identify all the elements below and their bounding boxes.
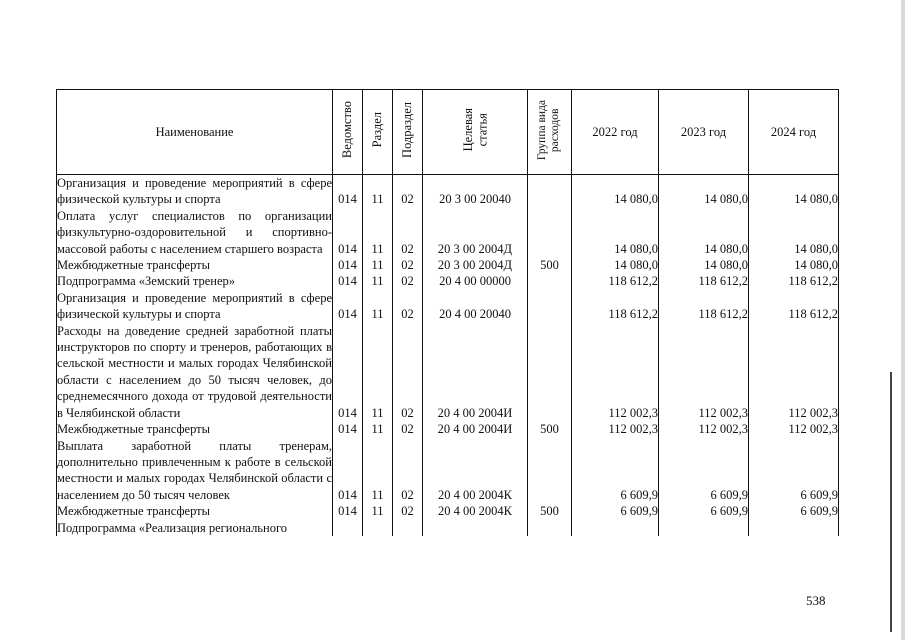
cell-dept: [333, 520, 363, 536]
cell-2022: 118 612,2: [572, 290, 659, 323]
table-row: [57, 290, 839, 323]
cell-section: 11: [363, 208, 393, 257]
cell-group: 500: [528, 257, 572, 273]
cell-section: 11: [363, 273, 393, 289]
cell-2022: 118 612,2: [572, 273, 659, 289]
cell-name: Межбюджетные трансферты: [57, 503, 333, 519]
header-dept: Ведомство: [333, 90, 363, 175]
cell-group: [528, 290, 572, 323]
cell-section: 11: [363, 175, 393, 208]
header-name: Наименование: [57, 90, 333, 175]
cell-name: Выплата заработной платы тренерам, дополнительно привлеченным к работе в сельской местности и малых городах Челябинской области с населением до 50 тысяч человек: [57, 438, 332, 502]
cell-2024: 14 080,0: [749, 208, 839, 257]
cell-2024: [749, 520, 839, 536]
table-row: [57, 520, 839, 536]
cell-subsection: 02: [393, 273, 423, 289]
cell-group: 500: [528, 503, 572, 519]
cell-name: Межбюджетные трансферты: [57, 421, 333, 437]
cell-2024: 6 609,9: [749, 438, 839, 504]
cell-2023: 112 002,3: [659, 421, 749, 437]
cell-2023: 6 609,9: [659, 438, 749, 504]
cell-subsection: 02: [393, 421, 423, 437]
table-body: [57, 175, 839, 536]
cell-group: [528, 438, 572, 504]
cell-target: 20 3 00 20040: [423, 175, 528, 208]
budget-table: [56, 89, 839, 536]
header-row: [57, 90, 839, 175]
cell-name: Подпрограмма «Реализация регионального: [57, 520, 333, 536]
cell-target: 20 4 00 20040: [423, 290, 528, 323]
cell-subsection: 02: [393, 175, 423, 208]
cell-section: 11: [363, 438, 393, 504]
cell-name: Организация и проведение мероприятий в сфере физической культуры и спорта: [57, 290, 332, 322]
cell-2023: 118 612,2: [659, 273, 749, 289]
cell-subsection: 02: [393, 438, 423, 504]
cell-2024: 14 080,0: [749, 175, 839, 208]
cell-target: 20 4 00 2004И: [423, 323, 528, 421]
header-group: Группа вида расходов: [528, 90, 572, 175]
cell-2023: [659, 520, 749, 536]
header-subsection: Подраздел: [393, 90, 423, 175]
table-row: [57, 273, 839, 289]
cell-section: 11: [363, 257, 393, 273]
cell-name: Подпрограмма «Земский тренер»: [57, 273, 333, 289]
header-2023: 2023 год: [659, 90, 749, 175]
table-row: [57, 503, 839, 519]
cell-target: 20 4 00 2004К: [423, 503, 528, 519]
table-row: [57, 257, 839, 273]
cell-2024: 118 612,2: [749, 290, 839, 323]
cell-dept: 014: [333, 208, 363, 257]
cell-2023: 112 002,3: [659, 323, 749, 421]
cell-name: Организация и проведение мероприятий в сфере физической культуры и спорта: [57, 176, 332, 207]
cell-2024: 118 612,2: [749, 273, 839, 289]
cell-2023: 118 612,2: [659, 290, 749, 323]
cell-2023: 6 609,9: [659, 503, 749, 519]
page-edge-line: [890, 372, 892, 632]
cell-2022: 14 080,0: [572, 175, 659, 208]
cell-section: 11: [363, 421, 393, 437]
cell-target: 20 3 00 2004Д: [423, 208, 528, 257]
cell-group: [528, 208, 572, 257]
cell-2022: 14 080,0: [572, 257, 659, 273]
page-edge: [901, 0, 905, 640]
cell-subsection: 02: [393, 323, 423, 421]
cell-dept: 014: [333, 257, 363, 273]
cell-2022: 6 609,9: [572, 438, 659, 504]
cell-group: [528, 323, 572, 421]
cell-name: Расходы на доведение средней заработной платы инструкторов по спорту и тренеров, работающих в сельской местности и малых городах Челябинской области с населением до 50 тысяч человек, до среднемесячного дохода от трудовой деятельности в Челябинской области: [57, 323, 332, 420]
cell-2024: 14 080,0: [749, 257, 839, 273]
cell-section: [363, 520, 393, 536]
cell-group: [528, 175, 572, 208]
cell-name: Межбюджетные трансферты: [57, 257, 333, 273]
header-2024: 2024 год: [749, 90, 839, 175]
cell-2022: 112 002,3: [572, 421, 659, 437]
cell-2024: 6 609,9: [749, 503, 839, 519]
cell-2024: 112 002,3: [749, 421, 839, 437]
cell-target: 20 4 00 2004К: [423, 438, 528, 504]
table-row: [57, 208, 839, 257]
cell-dept: 014: [333, 323, 363, 421]
cell-target: [423, 520, 528, 536]
header-2022: 2022 год: [572, 90, 659, 175]
cell-target: 20 3 00 2004Д: [423, 257, 528, 273]
cell-section: 11: [363, 503, 393, 519]
header-target: Целевая статья: [423, 90, 528, 175]
cell-subsection: 02: [393, 208, 423, 257]
cell-dept: 014: [333, 273, 363, 289]
cell-dept: 014: [333, 290, 363, 323]
cell-section: 11: [363, 323, 393, 421]
cell-group: [528, 520, 572, 536]
table-row: [57, 421, 839, 437]
cell-2023: 14 080,0: [659, 208, 749, 257]
cell-dept: 014: [333, 175, 363, 208]
cell-2022: 14 080,0: [572, 208, 659, 257]
cell-2023: 14 080,0: [659, 257, 749, 273]
cell-dept: 014: [333, 438, 363, 504]
cell-section: 11: [363, 290, 393, 323]
cell-2022: 6 609,9: [572, 503, 659, 519]
cell-2024: 112 002,3: [749, 323, 839, 421]
cell-target: 20 4 00 2004И: [423, 421, 528, 437]
cell-subsection: 02: [393, 503, 423, 519]
cell-2023: 14 080,0: [659, 175, 749, 208]
cell-subsection: 02: [393, 257, 423, 273]
cell-subsection: 02: [393, 290, 423, 323]
cell-group: 500: [528, 421, 572, 437]
table-row: [57, 175, 839, 208]
cell-2022: 112 002,3: [572, 323, 659, 421]
table-row: [57, 323, 839, 421]
cell-target: 20 4 00 00000: [423, 273, 528, 289]
cell-dept: 014: [333, 503, 363, 519]
cell-dept: 014: [333, 421, 363, 437]
cell-subsection: [393, 520, 423, 536]
header-section: Раздел: [363, 90, 393, 175]
cell-name: Оплата услуг специалистов по организации физкультурно-оздоровительной и спортивно-массовой работы с населением старшего возраста: [57, 208, 332, 256]
cell-2022: [572, 520, 659, 536]
cell-group: [528, 273, 572, 289]
table-row: [57, 438, 839, 504]
page-number: 538: [806, 593, 826, 608]
